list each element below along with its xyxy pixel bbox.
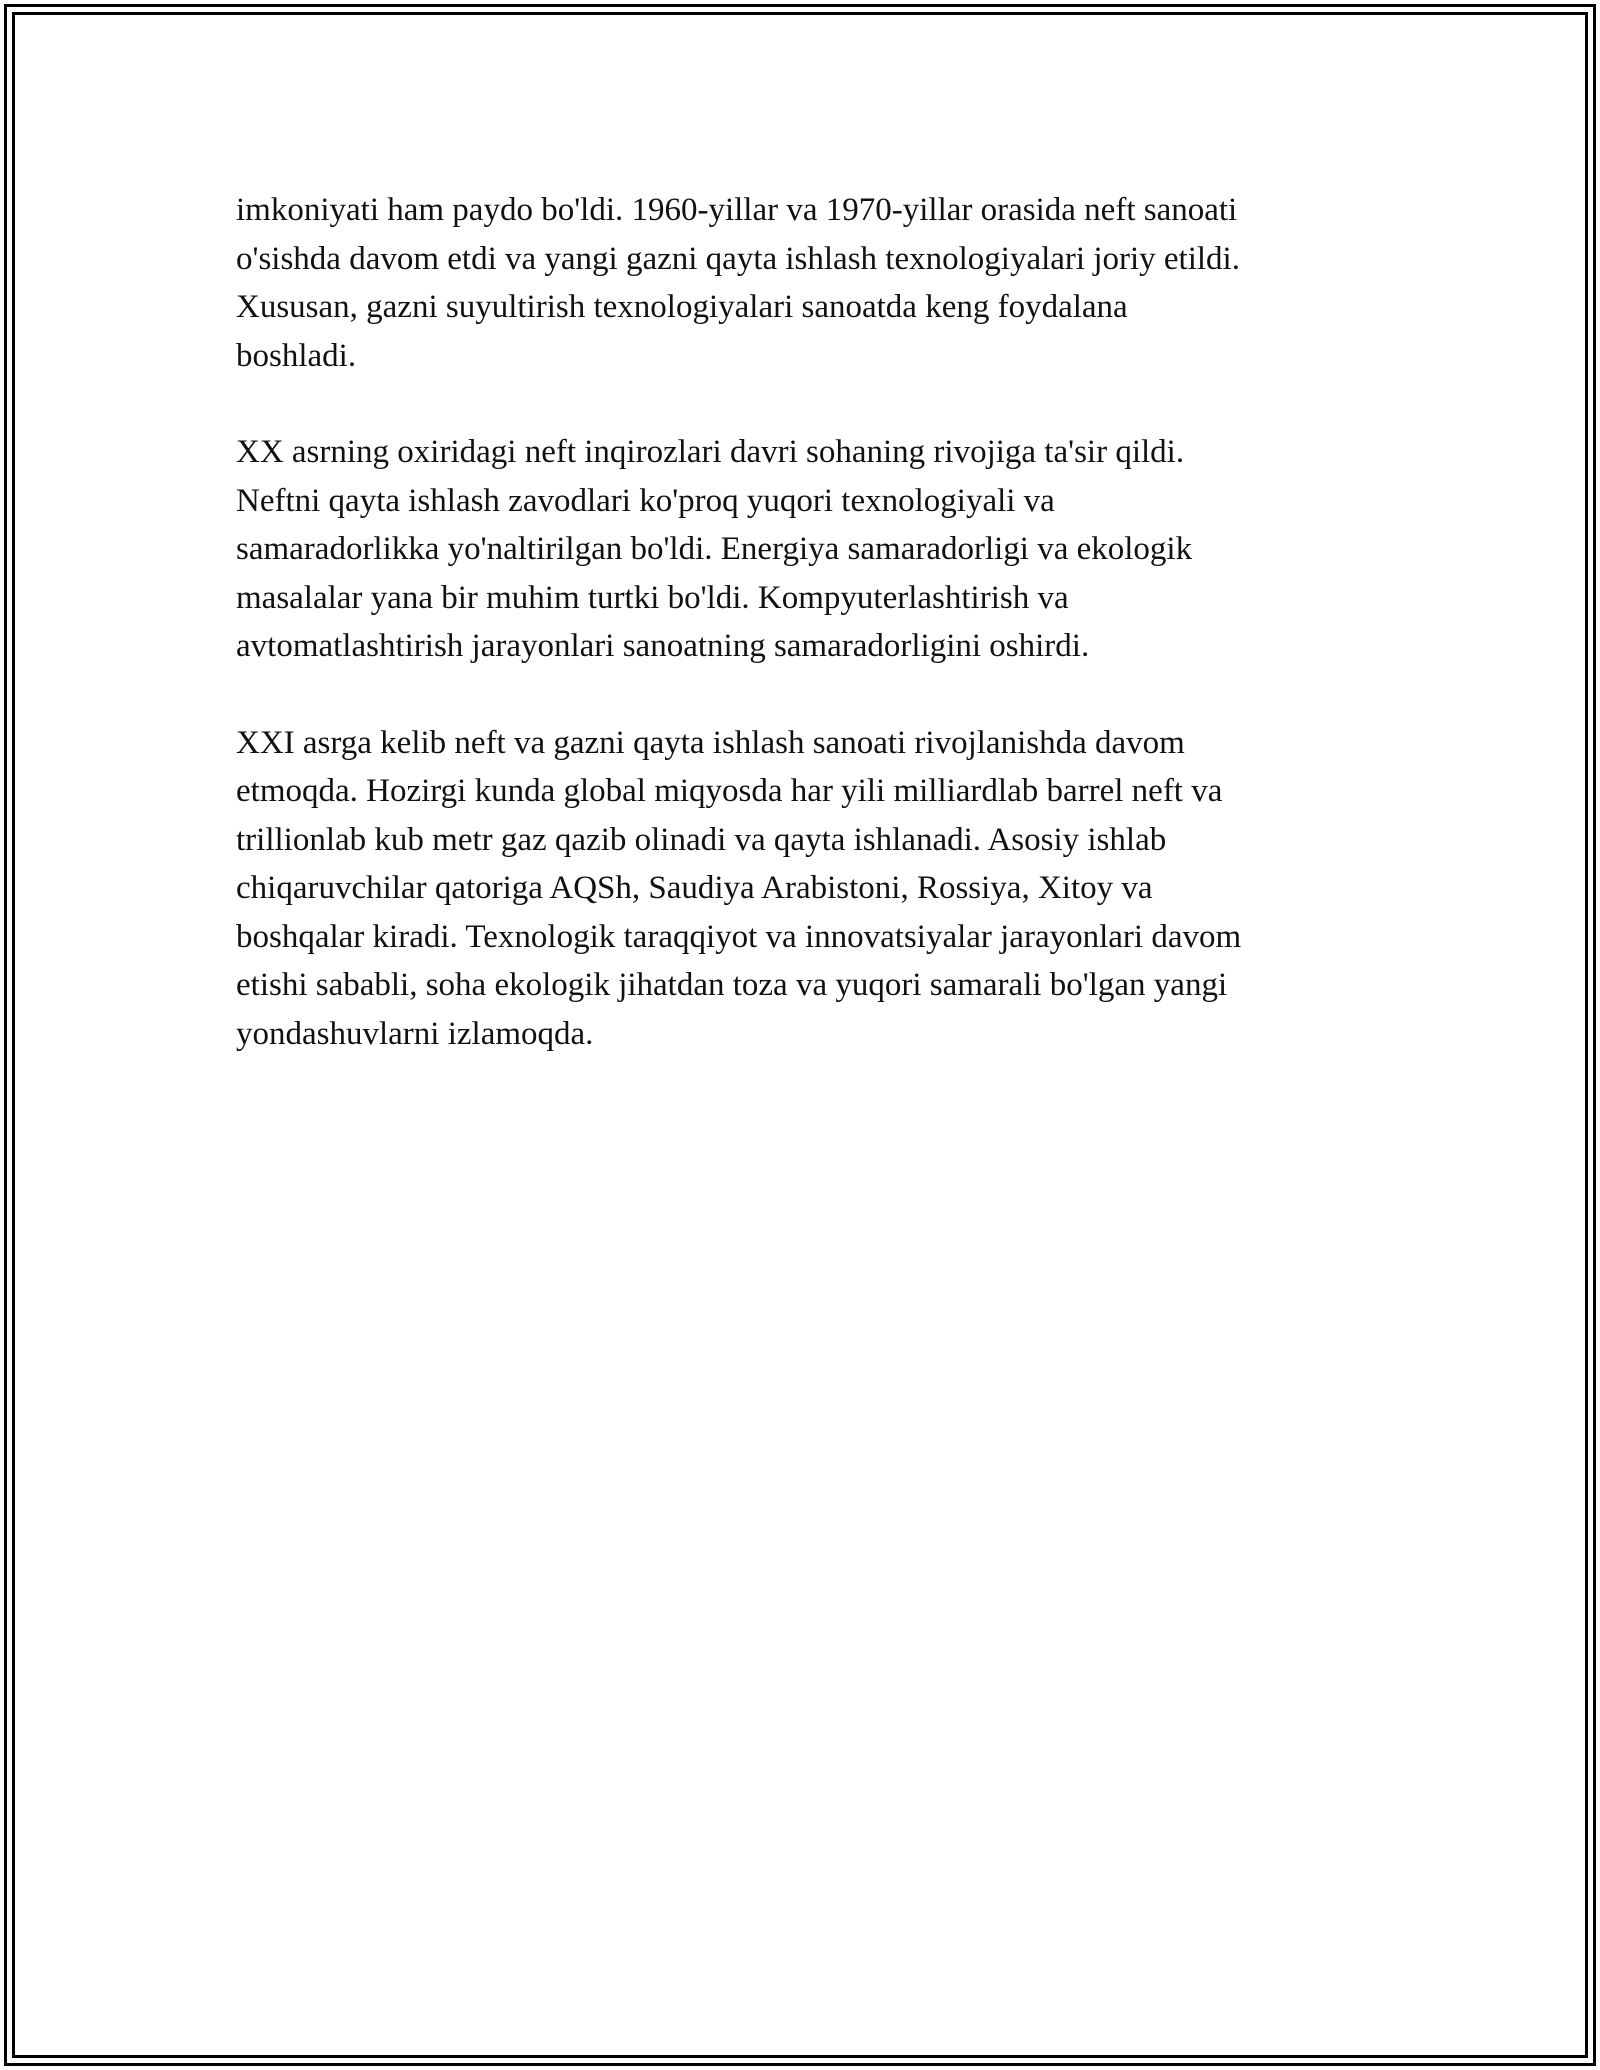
text-line: XXI asrga kelib neft va gazni qayta ishlash sanoati rivojlanishda davom — [236, 724, 1185, 761]
text-line: XX asrning oxiridagi neft inqirozlari davri sohaning rivojiga ta'sir qildi. — [236, 434, 1185, 470]
text-line: Neftni qayta ishlash zavodlari ko'proq yuqori texnologiyali va — [236, 482, 1055, 519]
text-line: chiqaruvchilar qatoriga AQSh, Saudiya Arabistoni, Rossiya, Xitoy va — [236, 870, 1153, 906]
text-line: samaradorlikka yo'naltirilgan bo'ldi. Energiya samaradorligi va ekologik — [236, 531, 1193, 567]
text-line: boshqalar kiradi. Texnologik taraqqiyot va innovatsiyalar jarayonlari davom — [236, 918, 1242, 955]
text-line: etishi sababli, soha ekologik jihatdan toza va yuqori samarali bo'lgan yangi — [236, 967, 1228, 1003]
text-line: trillionlab kub metr gaz qazib olinadi va qayta ishlanadi. Asosiy ishlab — [236, 821, 1167, 858]
text-line: avtomatlashtirish jarayonlari sanoatning samaradorligini oshirdi. — [236, 628, 1090, 664]
paragraph-1 — [236, 186, 1366, 380]
text-line: imkoniyati ham paydo bo'ldi. 1960-yillar va 1970-yillar orasida neft sanoati — [236, 192, 1238, 228]
paragraph-2 — [236, 428, 1366, 671]
text-line: etmoqda. Hozirgi kunda global miqyosda har yili milliardlab barrel neft va — [236, 773, 1223, 809]
document-body — [236, 186, 1366, 1106]
text-line: Xususan, gazni suyultirish texnologiyalari sanoatda keng foydalana — [236, 289, 1128, 325]
paragraph-3 — [236, 719, 1366, 1059]
text-line: o'sishda davom etdi va yangi gazni qayta ishlash texnologiyalari joriy etildi. — [236, 240, 1240, 277]
text-line: masalalar yana bir muhim turtki bo'ldi. Kompyuterlashtirish va — [236, 579, 1069, 616]
text-line: boshladi. — [236, 337, 357, 374]
text-line: yondashuvlarni izlamoqda. — [236, 1015, 594, 1052]
